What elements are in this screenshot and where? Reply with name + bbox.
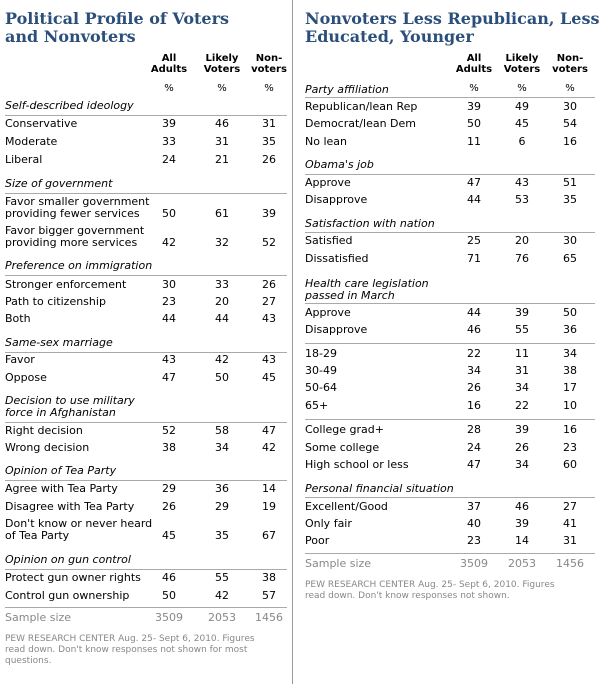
row-value: 42 xyxy=(215,353,229,366)
row-label: Approve xyxy=(305,176,351,189)
divider xyxy=(5,480,287,481)
section-heading: Health care legislation passed in March xyxy=(305,277,429,302)
row-value: 11 xyxy=(467,135,481,148)
divider xyxy=(305,174,595,175)
row-value: 55 xyxy=(515,323,529,336)
row-value: 45 xyxy=(515,117,529,130)
row-value: 42 xyxy=(162,236,176,249)
row-value: 34 xyxy=(563,347,577,360)
pct-label: % xyxy=(565,83,575,94)
row-value: 20 xyxy=(215,295,229,308)
row-value: 39 xyxy=(162,117,176,130)
row-value: 60 xyxy=(563,458,577,471)
row-value: 36 xyxy=(563,323,577,336)
footnote-line: read down. Don't know responses not shown. xyxy=(305,591,510,601)
right-panel xyxy=(300,0,606,684)
row-value: 76 xyxy=(515,252,529,265)
row-value: 34 xyxy=(515,458,529,471)
row-label: Disapprove xyxy=(305,193,368,206)
col-nonvoters: Non- voters xyxy=(552,53,588,75)
row-label: 50-64 xyxy=(305,381,337,394)
divider xyxy=(5,115,287,116)
row-value: 38 xyxy=(563,364,577,377)
sample-size-value: 1456 xyxy=(255,611,283,624)
sample-size-value: 2053 xyxy=(208,611,236,624)
row-label: Protect gun owner rights xyxy=(5,571,141,584)
row-value: 52 xyxy=(262,236,276,249)
row-value: 50 xyxy=(563,306,577,319)
row-label: Path to citizenship xyxy=(5,295,106,308)
divider xyxy=(5,193,287,194)
row-value: 16 xyxy=(563,135,577,148)
row-value: 14 xyxy=(515,534,529,547)
row-value: 57 xyxy=(262,589,276,602)
divider xyxy=(305,553,595,554)
row-value: 44 xyxy=(162,312,176,325)
section-heading: Self-described ideology xyxy=(5,99,134,112)
divider xyxy=(5,569,287,570)
row-label: Wrong decision xyxy=(5,441,90,454)
row-value: 32 xyxy=(215,236,229,249)
row-value: 46 xyxy=(215,117,229,130)
footnote-line: PEW RESEARCH CENTER Aug. 25- Sept 6, 2010. Figures xyxy=(305,580,555,590)
row-value: 50 xyxy=(215,371,229,384)
row-value: 50 xyxy=(162,207,176,220)
right-title: Nonvoters Less Republican, Less Educated, Younger xyxy=(305,9,600,46)
row-value: 23 xyxy=(162,295,176,308)
section-heading: Personal financial situation xyxy=(305,482,454,495)
row-value: 49 xyxy=(515,100,529,113)
row-value: 23 xyxy=(563,441,577,454)
row-value: 45 xyxy=(262,371,276,384)
row-label: Approve xyxy=(305,306,351,319)
pct-label: % xyxy=(469,83,479,94)
row-value: 26 xyxy=(262,153,276,166)
row-value: 43 xyxy=(162,353,176,366)
row-value: 39 xyxy=(515,517,529,530)
sample-size-label: Sample size xyxy=(5,611,72,624)
row-value: 34 xyxy=(515,381,529,394)
pct-label: % xyxy=(517,83,527,94)
row-value: 47 xyxy=(162,371,176,384)
row-value: 43 xyxy=(262,353,276,366)
row-value: 34 xyxy=(467,364,481,377)
row-value: 25 xyxy=(467,234,481,247)
row-value: 23 xyxy=(467,534,481,547)
row-value: 47 xyxy=(467,176,481,189)
row-value: 10 xyxy=(563,399,577,412)
row-value: 30 xyxy=(162,278,176,291)
row-label: Favor bigger government providing more services xyxy=(5,224,145,249)
row-label: Stronger enforcement xyxy=(5,278,127,291)
section-heading: Size of government xyxy=(5,177,113,190)
row-value: 19 xyxy=(262,500,276,513)
row-label: Disapprove xyxy=(305,323,368,336)
row-value: 44 xyxy=(215,312,229,325)
footnote-line: PEW RESEARCH CENTER Aug. 25- Sept 6, 2010. Figures xyxy=(5,634,255,644)
row-value: 54 xyxy=(563,117,577,130)
row-value: 16 xyxy=(563,423,577,436)
row-value: 28 xyxy=(467,423,481,436)
section-heading: Decision to use military force in Afghanistan xyxy=(5,394,135,419)
left-title: Political Profile of Voters and Nonvoters xyxy=(5,9,229,46)
row-value: 39 xyxy=(515,306,529,319)
row-value: 26 xyxy=(515,441,529,454)
row-value: 21 xyxy=(215,153,229,166)
row-value: 40 xyxy=(467,517,481,530)
row-value: 33 xyxy=(162,135,176,148)
row-label: Dissatisfied xyxy=(305,252,369,265)
divider xyxy=(305,303,595,304)
row-value: 46 xyxy=(515,500,529,513)
row-value: 44 xyxy=(467,193,481,206)
row-value: 27 xyxy=(563,500,577,513)
row-label: 30-49 xyxy=(305,364,337,377)
row-value: 58 xyxy=(215,424,229,437)
divider xyxy=(305,232,595,233)
row-value: 17 xyxy=(563,381,577,394)
row-value: 30 xyxy=(563,234,577,247)
row-value: 24 xyxy=(467,441,481,454)
footnote-line: read down. Don't know responses not shown for most xyxy=(5,645,248,655)
divider xyxy=(305,497,595,498)
divider xyxy=(305,343,595,344)
row-label: College grad+ xyxy=(305,423,384,436)
row-label: Conservative xyxy=(5,117,78,130)
row-value: 50 xyxy=(162,589,176,602)
col-all-adults: All Adults xyxy=(150,53,188,75)
divider xyxy=(305,419,595,420)
col-likely-voters: Likely Voters xyxy=(203,53,241,75)
row-value: 37 xyxy=(467,500,481,513)
row-label: Oppose xyxy=(5,371,47,384)
row-label: Only fair xyxy=(305,517,352,530)
row-label: Favor xyxy=(5,353,35,366)
row-label: Both xyxy=(5,312,31,325)
row-value: 45 xyxy=(162,529,176,542)
pct-label: % xyxy=(264,83,274,94)
row-value: 38 xyxy=(262,571,276,584)
divider xyxy=(5,352,287,353)
row-label: High school or less xyxy=(305,458,409,471)
row-value: 44 xyxy=(467,306,481,319)
col-nonvoters: Non- voters xyxy=(251,53,287,75)
row-label: 65+ xyxy=(305,399,329,412)
row-value: 6 xyxy=(518,135,526,148)
section-heading: Satisfaction with nation xyxy=(305,217,435,230)
sample-size-value: 1456 xyxy=(556,557,584,570)
row-value: 50 xyxy=(467,117,481,130)
row-value: 33 xyxy=(215,278,229,291)
row-label: Satisfied xyxy=(305,234,353,247)
row-value: 26 xyxy=(262,278,276,291)
row-value: 26 xyxy=(467,381,481,394)
row-value: 36 xyxy=(215,482,229,495)
row-value: 43 xyxy=(515,176,529,189)
row-value: 39 xyxy=(467,100,481,113)
row-label: Excellent/Good xyxy=(305,500,388,513)
divider xyxy=(305,97,595,98)
row-value: 55 xyxy=(215,571,229,584)
section-heading: Party affiliation xyxy=(305,83,389,96)
row-label: Control gun ownership xyxy=(5,589,130,602)
row-value: 31 xyxy=(262,117,276,130)
row-value: 41 xyxy=(563,517,577,530)
section-heading: Obama's job xyxy=(305,158,374,171)
row-value: 67 xyxy=(262,529,276,542)
row-label: Poor xyxy=(305,534,330,547)
divider xyxy=(5,607,287,608)
row-value: 31 xyxy=(515,364,529,377)
row-value: 46 xyxy=(467,323,481,336)
row-label: Favor smaller government providing fewer services xyxy=(5,195,150,220)
sample-size-label: Sample size xyxy=(305,557,372,570)
row-value: 30 xyxy=(563,100,577,113)
section-heading: Preference on immigration xyxy=(5,259,153,272)
row-value: 29 xyxy=(215,500,229,513)
row-label: Some college xyxy=(305,441,380,454)
row-label: Democrat/lean Dem xyxy=(305,117,416,130)
sample-size-value: 2053 xyxy=(508,557,536,570)
row-label: Disagree with Tea Party xyxy=(5,500,135,513)
row-label: Agree with Tea Party xyxy=(5,482,118,495)
row-value: 53 xyxy=(515,193,529,206)
row-value: 61 xyxy=(215,207,229,220)
row-value: 31 xyxy=(215,135,229,148)
row-value: 20 xyxy=(515,234,529,247)
row-label: Right decision xyxy=(5,424,83,437)
sample-size-value: 3509 xyxy=(460,557,488,570)
row-value: 65 xyxy=(563,252,577,265)
row-value: 24 xyxy=(162,153,176,166)
divider xyxy=(5,275,287,276)
row-value: 71 xyxy=(467,252,481,265)
row-label: Liberal xyxy=(5,153,43,166)
pct-label: % xyxy=(164,83,174,94)
row-label: Republican/lean Rep xyxy=(305,100,418,113)
col-all-adults: All Adults xyxy=(455,53,493,75)
row-value: 35 xyxy=(215,529,229,542)
row-label: No lean xyxy=(305,135,347,148)
row-value: 39 xyxy=(262,207,276,220)
left-panel xyxy=(0,0,293,684)
pct-label: % xyxy=(217,83,227,94)
row-value: 47 xyxy=(467,458,481,471)
row-label: Don't know or never heard of Tea Party xyxy=(5,517,153,542)
row-value: 42 xyxy=(215,589,229,602)
section-heading: Opinion on gun control xyxy=(5,553,131,566)
row-value: 26 xyxy=(162,500,176,513)
row-value: 27 xyxy=(262,295,276,308)
row-label: 18-29 xyxy=(305,347,337,360)
footnote-line: questions. xyxy=(5,656,52,666)
row-value: 51 xyxy=(563,176,577,189)
section-heading: Opinion of Tea Party xyxy=(5,464,117,477)
row-value: 47 xyxy=(262,424,276,437)
divider xyxy=(5,422,287,423)
row-value: 14 xyxy=(262,482,276,495)
row-value: 11 xyxy=(515,347,529,360)
row-label: Moderate xyxy=(5,135,58,148)
row-value: 46 xyxy=(162,571,176,584)
sample-size-value: 3509 xyxy=(155,611,183,624)
col-likely-voters: Likely Voters xyxy=(503,53,541,75)
row-value: 29 xyxy=(162,482,176,495)
row-value: 16 xyxy=(467,399,481,412)
row-value: 31 xyxy=(563,534,577,547)
row-value: 38 xyxy=(162,441,176,454)
row-value: 43 xyxy=(262,312,276,325)
row-value: 42 xyxy=(262,441,276,454)
row-value: 39 xyxy=(515,423,529,436)
row-value: 22 xyxy=(467,347,481,360)
section-heading: Same-sex marriage xyxy=(5,336,113,349)
row-value: 35 xyxy=(262,135,276,148)
row-value: 35 xyxy=(563,193,577,206)
row-value: 34 xyxy=(215,441,229,454)
row-value: 52 xyxy=(162,424,176,437)
row-value: 22 xyxy=(515,399,529,412)
